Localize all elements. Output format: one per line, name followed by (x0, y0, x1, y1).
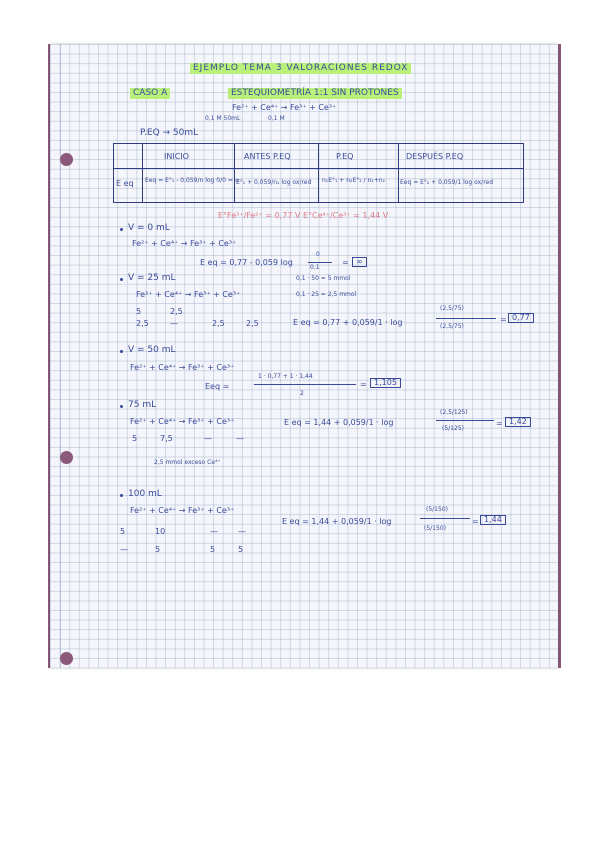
bullet (120, 350, 123, 353)
stoich-value: — (120, 545, 128, 554)
table-cell: Eeq = E°₂ + 0,059/1 log ox/red (400, 179, 494, 186)
section-label: V = 50 mL (128, 345, 176, 355)
result-box: 1,105 (370, 378, 401, 388)
stoich-value: 7,5 (160, 434, 173, 443)
stoich-value: 2,5 (212, 319, 225, 328)
stoich-value: 5 (155, 545, 161, 554)
notebook-page (50, 44, 558, 668)
excess-note: 2,5 mmol exceso Ce⁴⁺ (154, 459, 221, 466)
table-cell: Eeq = E°₁ - 0,059/n log 0/0 = ∞ (145, 177, 240, 184)
stoich-value: — (236, 434, 244, 443)
table-header: DESPUÉS P.EQ (406, 152, 464, 161)
fraction-denominator: 0,1 (310, 264, 320, 271)
result-box: 1,44 (480, 515, 506, 525)
section-reaction: Fe²⁺ + Ce⁴⁺ → Fe³⁺ + Ce³⁺ (136, 290, 241, 299)
bullet (120, 228, 123, 231)
stoich-value: 10 (155, 527, 166, 536)
stoich-value: 2,5 (246, 319, 259, 328)
stoich-value: 5 (210, 545, 216, 554)
fraction-denominator: 2 (300, 390, 304, 397)
fraction-numerator: (2,5/75) (440, 305, 464, 312)
stoich-value: — (204, 434, 212, 443)
table-header: INICIO (164, 152, 189, 161)
binder-hole (60, 652, 73, 665)
stoich-value: 2,5 (170, 307, 183, 316)
section-reaction: Fe²⁺ + Ce⁴⁺ → Fe³⁺ + Ce³⁺ (130, 363, 235, 372)
case-label: CASO A (130, 88, 170, 99)
table-header: ANTES P.EQ (244, 152, 291, 161)
result-box: 1,42 (505, 417, 531, 427)
stoich-value: 2,5 (136, 319, 149, 328)
fraction-denominator: (5/125) (442, 425, 464, 432)
case-subtitle: ESTEQUIOMETRÍA 1:1 SIN PROTONES (228, 88, 402, 99)
equivalence-point-volume: P.EQ → 50mL (140, 128, 199, 138)
section-reaction: Fe²⁺ + Ce⁴⁺ → Fe³⁺ + Ce³⁺ (130, 417, 235, 426)
section-calc: 0,1 · 50 = 5 mmol (296, 275, 351, 282)
result-box: 0,77 (508, 313, 534, 323)
table-cell: E°₁ + 0,059/n₁ log ox/red (236, 179, 312, 186)
standard-potentials: E°Fe³⁺/Fe²⁺ = 0,77 V E°Ce⁴⁺/Ce³⁺ = 1,44 V (218, 211, 389, 220)
fraction-numerator: (5/150) (426, 506, 448, 513)
fraction-numerator: 0 (316, 251, 320, 258)
fraction-numerator: 1 · 0,77 + 1 · 1,44 (258, 373, 313, 380)
section-reaction: Fe²⁺ + Ce⁴⁺ → Fe³⁺ + Ce³⁺ (130, 506, 235, 515)
bullet (120, 494, 123, 497)
table-cell: n₁E°₁ + n₂E°₂ / n₁+n₂ (322, 177, 385, 184)
table-row-label: E eq (116, 179, 134, 188)
margin-line (60, 44, 61, 668)
main-conc-right: 0,1 M (268, 115, 285, 122)
fraction-denominator: (2,5/75) (440, 323, 464, 330)
section-label: 100 mL (128, 489, 162, 499)
section-formula: E eq = 0,77 + 0,059/1 · log (293, 318, 403, 327)
stoich-value: 5 (136, 307, 142, 316)
section-formula: E eq = 1,44 + 0,059/1 · log (282, 517, 392, 526)
stoich-value: — (238, 527, 246, 536)
fraction-numerator: (2,5/125) (440, 409, 468, 416)
stoich-value: 5 (120, 527, 126, 536)
section-formula: E eq = 1,44 + 0,059/1 · log (284, 418, 394, 427)
binder-hole (60, 153, 73, 166)
section-reaction: Fe²⁺ + Ce⁴⁺ → Fe³⁺ + Ce³⁺ (132, 239, 237, 248)
section-label: 75 mL (128, 400, 157, 410)
formula-lhs: Eeq = (205, 382, 230, 391)
stoich-value: — (170, 319, 178, 328)
page-title: EJEMPLO TEMA 3 VALORACIONES REDOX (190, 63, 411, 74)
fraction-denominator: (5/150) (424, 525, 446, 532)
bullet (120, 278, 123, 281)
stoich-value: 5 (132, 434, 138, 443)
table-header: P.EQ (336, 152, 354, 161)
section-formula: E eq = 0,77 - 0,059 log (200, 258, 293, 267)
stoich-value: — (210, 527, 218, 536)
stoich-value: 5 (238, 545, 244, 554)
main-reaction: Fe²⁺ + Ce⁴⁺ → Fe³⁺ + Ce³⁺ (232, 103, 337, 112)
bullet (120, 405, 123, 408)
section-calc: 0,1 · 25 = 2,5 mmol (296, 291, 357, 298)
section-label: V = 25 mL (128, 273, 176, 283)
result-box: ∞ (352, 257, 367, 267)
main-conc-left: 0,1 M 50mL (205, 115, 241, 122)
section-label: V = 0 mL (128, 223, 170, 233)
binder-hole (60, 451, 73, 464)
